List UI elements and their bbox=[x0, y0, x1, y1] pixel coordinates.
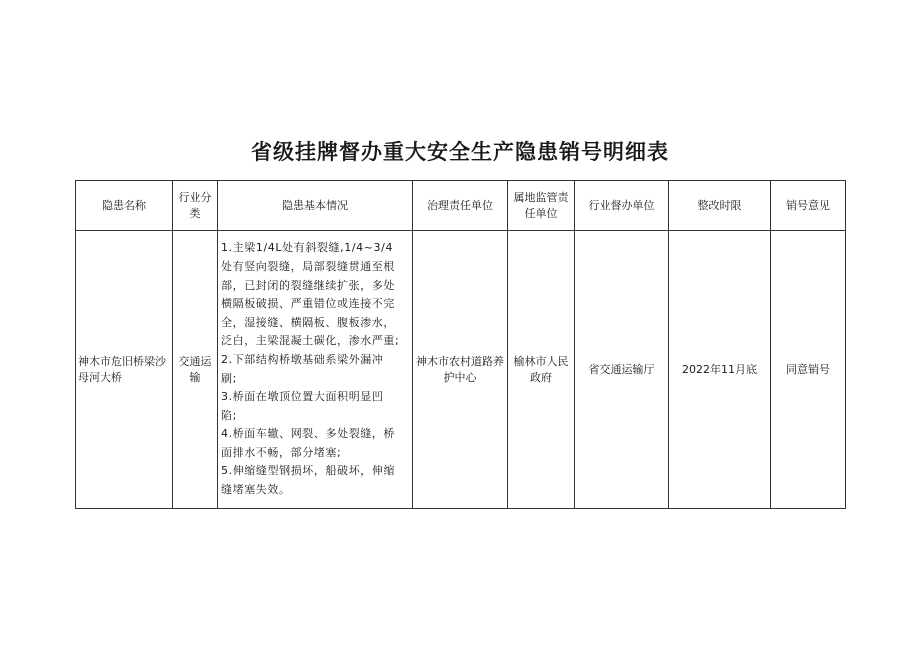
situation-line: 处有竖向裂缝，局部裂缝贯通至根 bbox=[221, 259, 395, 273]
header-industry: 行业分类 bbox=[173, 181, 218, 231]
cell-deadline: 2022年11月底 bbox=[669, 231, 771, 509]
situation-line: 缝堵塞失效。 bbox=[221, 483, 291, 497]
header-local-supervisor: 属地监管责任单位 bbox=[508, 181, 575, 231]
situation-line: 泛白，主梁混凝土碳化，渗水严重; bbox=[221, 334, 400, 348]
header-industry-supervisor: 行业督办单位 bbox=[575, 181, 669, 231]
situation-line: 部，已封闭的裂缝继续扩张，多处 bbox=[221, 278, 395, 292]
situation-line: 2.下部结构桥墩基础系梁外漏冲 bbox=[221, 352, 384, 366]
cell-industry-supervisor: 省交通运输厅 bbox=[575, 231, 669, 509]
table-header-row bbox=[76, 181, 846, 231]
situation-line: 横隔板破损、严重错位或连接不完 bbox=[221, 297, 395, 311]
cell-local-supervisor: 榆林市人民政府 bbox=[508, 231, 575, 509]
header-hazard-name: 隐患名称 bbox=[76, 181, 173, 231]
table-row bbox=[76, 231, 846, 509]
header-situation: 隐患基本情况 bbox=[218, 181, 413, 231]
situation-line: 全，湿接缝、横隔板、腹板渗水， bbox=[221, 315, 395, 329]
header-responsible-unit: 治理责任单位 bbox=[413, 181, 508, 231]
situation-line: 5.伸缩缝型钢损坏，船破坏，伸缩 bbox=[221, 464, 396, 478]
situation-line: 刷; bbox=[221, 371, 237, 385]
header-opinion: 销号意见 bbox=[771, 181, 846, 231]
document-title: 省级挂牌督办重大安全生产隐患销号明细表 bbox=[251, 140, 669, 164]
cell-situation bbox=[218, 231, 413, 509]
situation-line: 4.桥面车辙、网裂、多处裂缝，桥 bbox=[221, 427, 396, 441]
situation-line: 3.桥面在墩顶位置大面积明显凹 bbox=[221, 390, 384, 404]
header-deadline: 整改时限 bbox=[669, 181, 771, 231]
cell-hazard-name: 神木市危旧桥梁沙母河大桥 bbox=[76, 231, 173, 509]
situation-line: 1.主梁1/4L处有斜裂缝,1/4~3/4 bbox=[221, 241, 394, 255]
situation-line: 面排水不畅，部分堵塞; bbox=[221, 445, 342, 459]
cell-responsible-unit: 神木市农村道路养护中心 bbox=[413, 231, 508, 509]
situation-line: 陷; bbox=[221, 408, 237, 422]
cell-industry: 交通运输 bbox=[173, 231, 218, 509]
hazard-detail-table bbox=[75, 180, 846, 509]
cell-opinion: 同意销号 bbox=[771, 231, 846, 509]
